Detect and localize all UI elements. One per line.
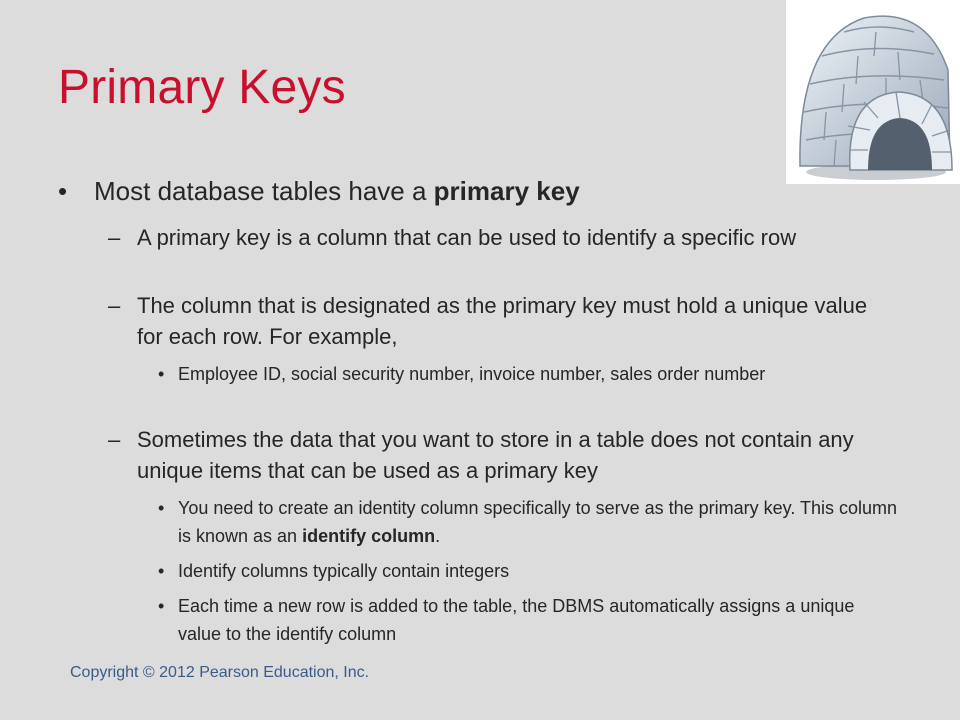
bullet-text-part: Most database tables have a bbox=[94, 176, 434, 206]
sub-sub-bullet-text: Each time a new row is added to the table, the DBMS automatically assigns a unique value to the identify column bbox=[178, 596, 855, 644]
bullet-marker: • bbox=[158, 596, 165, 616]
sub-sub-bullet-text: Employee ID, social security number, invoice number, sales order number bbox=[178, 364, 766, 384]
igloo-icon bbox=[786, 0, 960, 184]
sub-bullet-text: Sometimes the data that you want to store in a table does not contain any unique items that can be used as a primary key bbox=[137, 427, 854, 483]
sub-sub-bullet-text: Identify columns typically contain integers bbox=[178, 561, 510, 581]
dash-marker: – bbox=[108, 293, 121, 318]
page-title: Primary Keys bbox=[58, 61, 346, 114]
text-part: . bbox=[435, 526, 441, 546]
bold-term: primary key bbox=[433, 176, 580, 206]
text-part: You need to create an identity column specifically to serve as the primary key. This column is known as an bbox=[178, 498, 898, 546]
bullet-marker: • bbox=[158, 364, 165, 384]
bullet-text bbox=[94, 176, 874, 207]
bullet-marker: • bbox=[158, 498, 165, 518]
sub-bullet-text: A primary key is a column that can be used to identify a specific row bbox=[137, 225, 797, 250]
sub-bullet-text: The column that is designated as the primary key must hold a unique value for each row. For example, bbox=[137, 293, 868, 349]
sub-sub-bullet-text bbox=[178, 494, 898, 550]
dash-marker: – bbox=[108, 427, 121, 452]
dash-marker: – bbox=[108, 225, 121, 250]
copyright-footer: Copyright © 2012 Pearson Education, Inc. bbox=[70, 664, 370, 681]
bullet-marker: • bbox=[158, 561, 165, 581]
bold-term: identify column bbox=[302, 526, 436, 546]
bullet-marker: • bbox=[58, 176, 68, 206]
